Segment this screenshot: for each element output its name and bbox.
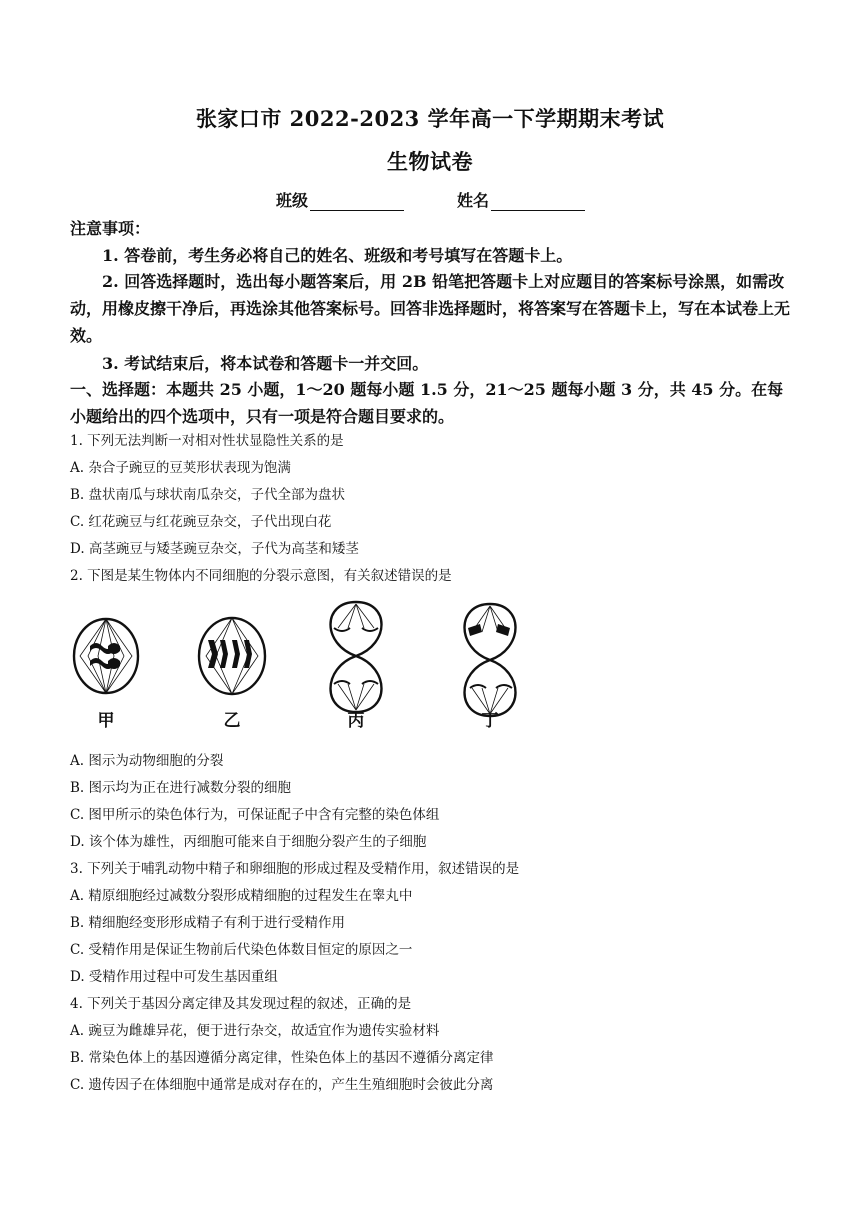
question-option: A. 杂合子豌豆的豆荚形状表现为饱满 bbox=[70, 460, 291, 476]
note-item: 1. 答卷前，考生务必将自己的姓名、班级和考号填写在答题卡上。 bbox=[102, 246, 573, 265]
cell-ding bbox=[465, 604, 516, 716]
question-option: D. 高茎豌豆与矮茎豌豆杂交，子代为高茎和矮茎 bbox=[70, 541, 359, 557]
question-option: B. 精细胞经变形形成精子有利于进行受精作用 bbox=[70, 915, 346, 931]
question-option: D. 该个体为雄性，丙细胞可能来自于细胞分裂产生的子细胞 bbox=[70, 834, 427, 850]
figure-label: 丁 bbox=[481, 711, 499, 731]
exam-title: 张家口市 2022-2023 学年高一下学期期末考试 bbox=[195, 106, 665, 131]
cell-jia bbox=[74, 619, 138, 693]
note-item: 2. 回答选择题时，选出每小题答案后，用 2B 铅笔把答题卡上对应题目的答案标号涂黑，如需改动，用橡皮擦干净后，再选涂其他答案标号。回答非选择题时，将答案写在答题卡上，写在本试卷上无效。 bbox=[70, 272, 791, 345]
question-option: C. 受精作用是保证生物前后代染色体数目恒定的原因之一 bbox=[70, 942, 413, 958]
question-option: C. 红花豌豆与红花豌豆杂交，子代出现白花 bbox=[70, 514, 332, 530]
note-item: 3. 考试结束后，将本试卷和答题卡一并交回。 bbox=[102, 354, 429, 373]
question-option: C. 图甲所示的染色体行为，可保证配子中含有完整的染色体组 bbox=[70, 807, 440, 823]
question-option: C. 遗传因子在体细胞中通常是成对存在的，产生生殖细胞时会彼此分离 bbox=[70, 1077, 494, 1093]
exam-subtitle: 生物试卷 bbox=[387, 149, 473, 174]
question-option: A. 精原细胞经过减数分裂形成精细胞的过程发生在睾丸中 bbox=[70, 888, 413, 904]
question-stem: 4. 下列关于基因分离定律及其发现过程的叙述，正确的是 bbox=[70, 996, 412, 1012]
question-stem: 1. 下列无法判断一对相对性状显隐性关系的是 bbox=[70, 433, 344, 449]
section-heading: 一、选择题：本题共 25 小题，1～20 题每小题 1.5 分，21～25 题每小题 3 分，共 45 分。在每小题给出的四个选项中，只有一项是符合题目要求的。 bbox=[70, 380, 784, 426]
figure-label: 丙 bbox=[347, 711, 365, 731]
cell-bing bbox=[331, 602, 382, 712]
question-option: B. 常染色体上的基因遵循分离定律，性染色体上的基因不遵循分离定律 bbox=[70, 1050, 494, 1066]
name-label: 姓名 bbox=[457, 191, 490, 210]
question-stem: 2. 下图是某生物体内不同细胞的分裂示意图，有关叙述错误的是 bbox=[70, 568, 452, 584]
class-field bbox=[276, 188, 404, 211]
question-option: A. 豌豆为雌雄异花，便于进行杂交，故适宜作为遗传实验材料 bbox=[70, 1023, 440, 1039]
name-field bbox=[457, 188, 585, 211]
question-option: B. 图示均为正在进行减数分裂的细胞 bbox=[70, 780, 292, 796]
figure-label: 甲 bbox=[97, 711, 115, 731]
cell-yi bbox=[199, 618, 265, 694]
class-label: 班级 bbox=[276, 191, 309, 210]
question-option: A. 图示为动物细胞的分裂 bbox=[70, 753, 224, 769]
figure-label: 乙 bbox=[223, 711, 241, 731]
question-option: D. 受精作用过程中可发生基因重组 bbox=[70, 969, 278, 985]
notes-heading: 注意事项： bbox=[70, 219, 151, 238]
question-stem: 3. 下列关于哺乳动物中精子和卵细胞的形成过程及受精作用，叙述错误的是 bbox=[70, 861, 520, 877]
class-blank bbox=[310, 192, 404, 211]
name-blank bbox=[491, 192, 585, 211]
question-option: B. 盘状南瓜与球状南瓜杂交，子代全部为盘状 bbox=[70, 487, 346, 503]
cell-division-figure bbox=[70, 598, 550, 736]
